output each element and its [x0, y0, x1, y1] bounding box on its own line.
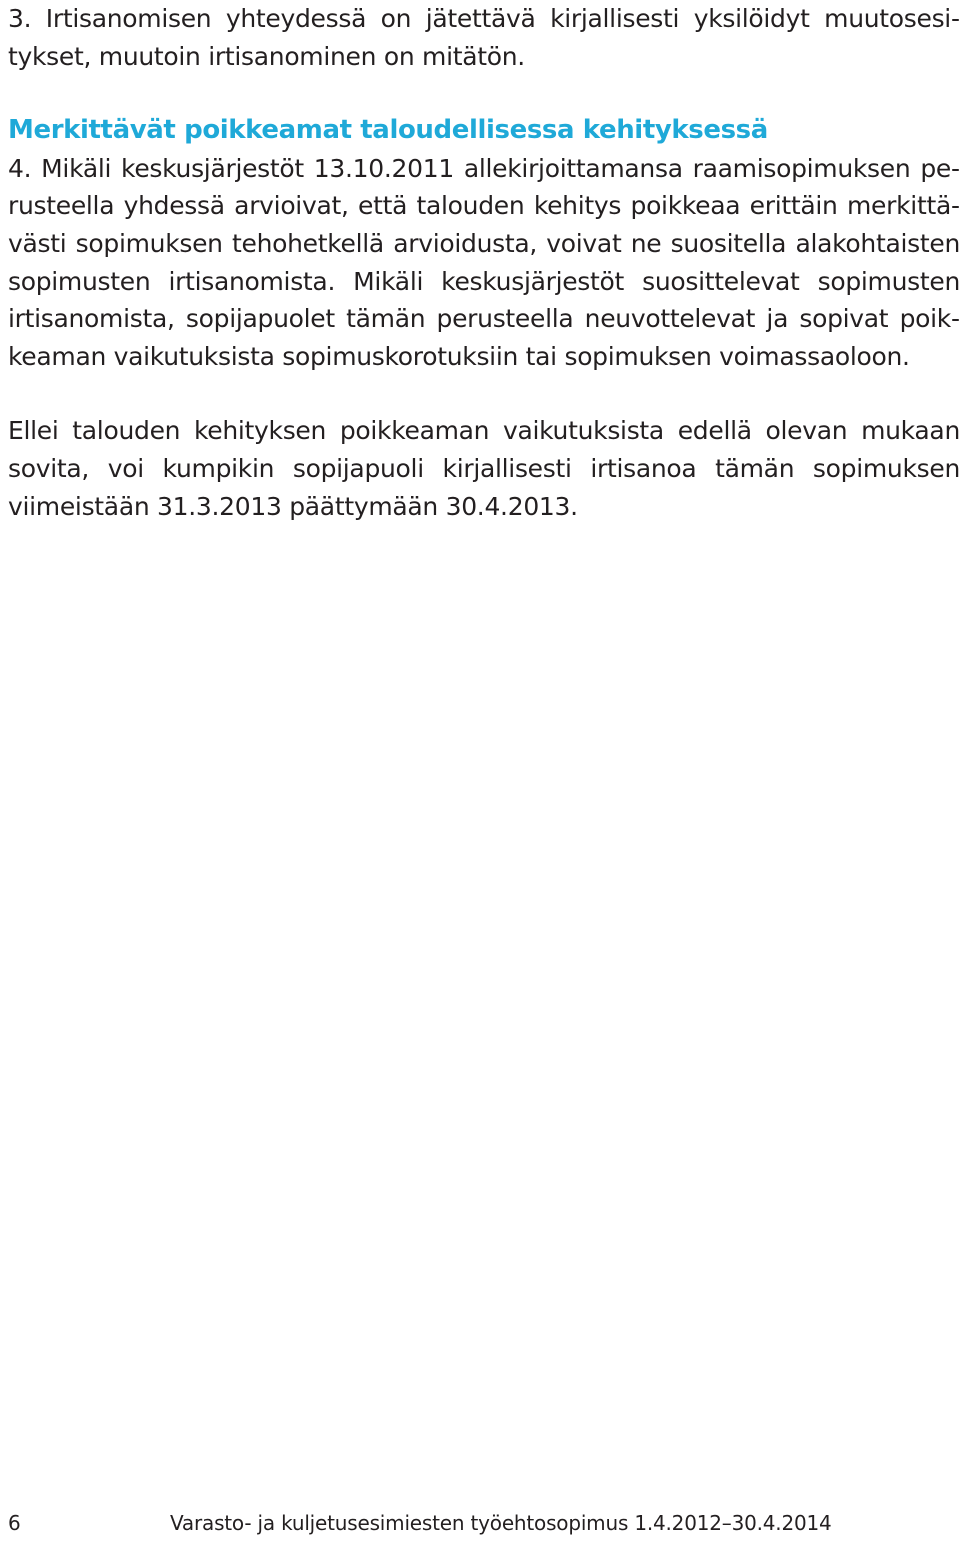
page-footer — [0, 1505, 960, 1541]
page-number: 6 — [8, 1511, 21, 1535]
document-body — [8, 0, 960, 525]
paragraph-gap — [8, 75, 960, 112]
paragraph-gap — [8, 375, 960, 412]
section-heading: Merkittävät poikkeamat taloudellisessa kehityksessä — [8, 115, 768, 146]
paragraph-3: 3. Irtisanomisen yhteydessä on jätettävä kirjallisesti yksilöidyt muutosesitykset, muutoin irtisanominen on mitätön. — [8, 4, 960, 71]
paragraph-4: 4. Mikäli keskusjärjestöt 13.10.2011 allekirjoittamansa raamisopimuksen perusteella yhdessä arvioivat, että talouden kehitys poikkeaa erittäin merkittävästi sopimuksen tehohetkellä arvioidusta, voivat ne suositella alakohtaisten sopimusten irtisanomista. Mikäli keskusjärjestöt suosittelevat sopimusten irtisanomista, sopijapuolet tämän perusteella neuvottelevat ja sopivat poikkeaman vaikutuksista sopimuskorotuksiin tai sopimuksen voimassaoloon. — [8, 153, 960, 371]
paragraph-5: Ellei talouden kehityksen poikkeaman vaikutuksista edellä olevan mukaan sovita, voi kumpikin sopijapuoli kirjallisesti irtisanoa tämän sopimuksen viimeistään 31.3.2013 päättymään 30.4.2013. — [8, 416, 960, 521]
footer-document-title: Varasto- ja kuljetusesimiesten työehtosopimus 1.4.2012–30.4.2014 — [170, 1511, 832, 1535]
